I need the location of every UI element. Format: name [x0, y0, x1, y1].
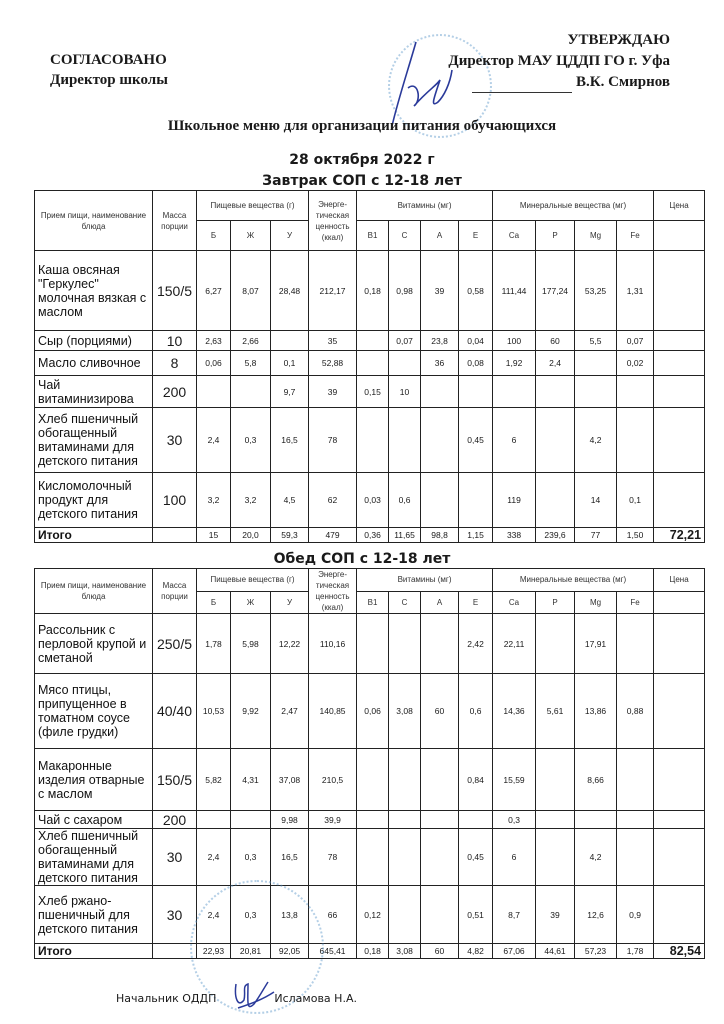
dish-name: Кисломолочный продукт для детского питания — [35, 473, 153, 528]
col-header-p: P — [536, 221, 575, 251]
cell-energy: 479 — [309, 528, 357, 543]
cell-mg — [575, 376, 617, 408]
footer-position: Начальник ОДДП — [116, 992, 217, 1005]
cell-price — [654, 886, 705, 944]
cell-c — [389, 886, 421, 944]
cell-b1 — [357, 408, 389, 473]
cell-a: 60 — [421, 674, 459, 749]
cell-b: 2,63 — [197, 331, 231, 351]
dish-name: Мясо птицы, припущенное в томатном соусе (филе грудки) — [35, 674, 153, 749]
cell-p — [536, 408, 575, 473]
cell-p — [536, 376, 575, 408]
cell-b: 0,06 — [197, 351, 231, 376]
cell-e: 0,45 — [459, 408, 493, 473]
cell-b1: 0,06 — [357, 674, 389, 749]
cell-b: 5,82 — [197, 749, 231, 811]
cell-fe: 0,07 — [617, 331, 654, 351]
cell-p — [536, 614, 575, 674]
cell-price: 72,21 — [654, 528, 705, 543]
cell-energy: 66 — [309, 886, 357, 944]
cell-b1 — [357, 749, 389, 811]
cell-fe — [617, 408, 654, 473]
cell-energy: 52,88 — [309, 351, 357, 376]
cell-mg: 53,25 — [575, 251, 617, 331]
cell-b1: 0,12 — [357, 886, 389, 944]
cell-c — [389, 408, 421, 473]
cell-e — [459, 473, 493, 528]
cell-fe — [617, 811, 654, 829]
cell-ca: 22,11 — [493, 614, 536, 674]
signature-head-icon — [228, 978, 278, 1018]
cell-a — [421, 811, 459, 829]
cell-e: 0,51 — [459, 886, 493, 944]
cell-zh — [231, 376, 271, 408]
col-header-minerals: Минеральные вещества (мг) — [493, 191, 654, 221]
cell-u: 13,8 — [271, 886, 309, 944]
cell-mass: 10 — [153, 331, 197, 351]
cell-b — [197, 376, 231, 408]
cell-mg — [575, 811, 617, 829]
cell-a — [421, 473, 459, 528]
cell-ca: 1,92 — [493, 351, 536, 376]
cell-mg: 13,86 — [575, 674, 617, 749]
breakfast-title: Завтрак СОП с 12-18 лет — [262, 173, 462, 189]
cell-mass: 150/5 — [153, 251, 197, 331]
breakfast-table — [34, 190, 705, 543]
cell-e — [459, 376, 493, 408]
cell-energy: 78 — [309, 408, 357, 473]
cell-u: 4,5 — [271, 473, 309, 528]
cell-b: 2,4 — [197, 829, 231, 886]
cell-u: 28,48 — [271, 251, 309, 331]
cell-c — [389, 614, 421, 674]
col-header-minerals: Минеральные вещества (мг) — [493, 569, 654, 592]
agreed-block — [50, 50, 168, 90]
cell-b1: 0,03 — [357, 473, 389, 528]
cell-a: 39 — [421, 251, 459, 331]
col-header-name: Прием пищи, наименование блюда — [35, 191, 153, 251]
cell-energy: 62 — [309, 473, 357, 528]
cell-b1: 0,15 — [357, 376, 389, 408]
cell-ca: 67,06 — [493, 944, 536, 959]
cell-mg: 14 — [575, 473, 617, 528]
cell-zh: 5,8 — [231, 351, 271, 376]
cell-price — [654, 749, 705, 811]
signature-line — [472, 92, 572, 93]
cell-mg: 5,5 — [575, 331, 617, 351]
cell-c: 11,65 — [389, 528, 421, 543]
cell-price — [654, 811, 705, 829]
cell-a — [421, 829, 459, 886]
cell-zh: 20,0 — [231, 528, 271, 543]
agreed-position: Директор школы — [50, 72, 168, 88]
cell-fe: 0,1 — [617, 473, 654, 528]
cell-b: 6,27 — [197, 251, 231, 331]
cell-mg — [575, 351, 617, 376]
cell-c: 3,08 — [389, 674, 421, 749]
cell-fe: 1,50 — [617, 528, 654, 543]
cell-mass: 100 — [153, 473, 197, 528]
cell-price — [654, 331, 705, 351]
approve-person: В.К. Смирнов — [575, 74, 670, 90]
cell-mass: 250/5 — [153, 614, 197, 674]
cell-mg: 12,6 — [575, 886, 617, 944]
col-header-ca: Ca — [493, 591, 536, 614]
cell-mass — [153, 528, 197, 543]
table-row — [35, 408, 705, 473]
cell-u: 2,47 — [271, 674, 309, 749]
cell-price — [654, 614, 705, 674]
cell-b: 10,53 — [197, 674, 231, 749]
cell-zh: 20,81 — [231, 944, 271, 959]
cell-price: 82,54 — [654, 944, 705, 959]
cell-e: 0,6 — [459, 674, 493, 749]
cell-price — [654, 829, 705, 886]
col-header-energy: Энерге-тическая ценность (ккал) — [309, 569, 357, 614]
cell-a — [421, 749, 459, 811]
cell-a — [421, 886, 459, 944]
cell-a: 36 — [421, 351, 459, 376]
col-header-c: C — [389, 591, 421, 614]
cell-ca: 8,7 — [493, 886, 536, 944]
cell-c — [389, 811, 421, 829]
cell-mg: 4,2 — [575, 829, 617, 886]
col-header-energy: Энерге-тическая ценность (ккал) — [309, 191, 357, 251]
cell-mg: 17,91 — [575, 614, 617, 674]
cell-a: 23,8 — [421, 331, 459, 351]
cell-b1 — [357, 614, 389, 674]
col-header-zh: Ж — [231, 591, 271, 614]
col-header-b1: B1 — [357, 591, 389, 614]
dish-name: Сыр (порциями) — [35, 331, 153, 351]
cell-mg: 4,2 — [575, 408, 617, 473]
dish-name: Чай с сахаром — [35, 811, 153, 829]
cell-c — [389, 829, 421, 886]
cell-b — [197, 811, 231, 829]
dish-name: Масло сливочное — [35, 351, 153, 376]
dish-name: Хлеб пшеничный обогащенный витаминами для детского питания — [35, 829, 153, 886]
cell-u: 9,7 — [271, 376, 309, 408]
cell-fe: 1,31 — [617, 251, 654, 331]
cell-energy: 140,85 — [309, 674, 357, 749]
lunch-title: Обед СОП с 12-18 лет — [273, 551, 451, 567]
cell-u: 16,5 — [271, 408, 309, 473]
cell-ca: 111,44 — [493, 251, 536, 331]
cell-zh: 3,2 — [231, 473, 271, 528]
cell-u: 9,98 — [271, 811, 309, 829]
cell-energy: 78 — [309, 829, 357, 886]
cell-p — [536, 473, 575, 528]
col-header-u: У — [271, 591, 309, 614]
cell-price — [654, 376, 705, 408]
cell-energy: 645,41 — [309, 944, 357, 959]
col-header-price: Цена — [654, 569, 705, 592]
cell-a — [421, 376, 459, 408]
cell-mg: 57,23 — [575, 944, 617, 959]
table-row — [35, 829, 705, 886]
cell-u: 12,22 — [271, 614, 309, 674]
total-row — [35, 528, 705, 543]
cell-b1 — [357, 829, 389, 886]
dish-name: Хлеб пшеничный обогащенный витаминами для детского питания — [35, 408, 153, 473]
col-header-price-blank — [654, 591, 705, 614]
cell-p: 44,61 — [536, 944, 575, 959]
cell-fe — [617, 614, 654, 674]
cell-zh — [231, 811, 271, 829]
cell-price — [654, 251, 705, 331]
cell-c: 0,07 — [389, 331, 421, 351]
cell-u: 16,5 — [271, 829, 309, 886]
cell-b: 2,4 — [197, 408, 231, 473]
cell-p: 177,24 — [536, 251, 575, 331]
table-row — [35, 811, 705, 829]
cell-mass: 30 — [153, 829, 197, 886]
cell-c — [389, 351, 421, 376]
col-header-mass: Масса порции — [153, 569, 197, 614]
col-header-e: E — [459, 591, 493, 614]
cell-mass: 150/5 — [153, 749, 197, 811]
cell-e: 4,82 — [459, 944, 493, 959]
cell-fe: 1,78 — [617, 944, 654, 959]
table-row — [35, 886, 705, 944]
cell-price — [654, 473, 705, 528]
cell-mg: 8,66 — [575, 749, 617, 811]
cell-u — [271, 331, 309, 351]
dish-name: Чай витаминизирова — [35, 376, 153, 408]
cell-e — [459, 811, 493, 829]
cell-p: 2,4 — [536, 351, 575, 376]
cell-a: 98,8 — [421, 528, 459, 543]
cell-price — [654, 351, 705, 376]
table-row — [35, 614, 705, 674]
total-label: Итого — [35, 528, 153, 543]
cell-energy: 39 — [309, 376, 357, 408]
col-header-vitamins: Витамины (мг) — [357, 569, 493, 592]
cell-zh: 2,66 — [231, 331, 271, 351]
cell-b1 — [357, 811, 389, 829]
cell-p — [536, 829, 575, 886]
cell-mass: 200 — [153, 376, 197, 408]
dish-name: Хлеб ржано-пшеничный для детского питания — [35, 886, 153, 944]
cell-ca: 14,36 — [493, 674, 536, 749]
cell-p: 239,6 — [536, 528, 575, 543]
col-header-b1: B1 — [357, 221, 389, 251]
col-header-price: Цена — [654, 191, 705, 221]
col-header-vitamins: Витамины (мг) — [357, 191, 493, 221]
col-header-a: A — [421, 591, 459, 614]
cell-fe: 0,88 — [617, 674, 654, 749]
cell-price — [654, 408, 705, 473]
table-row — [35, 473, 705, 528]
cell-b: 2,4 — [197, 886, 231, 944]
cell-mass: 30 — [153, 408, 197, 473]
cell-c: 10 — [389, 376, 421, 408]
cell-u: 0,1 — [271, 351, 309, 376]
cell-e: 0,04 — [459, 331, 493, 351]
cell-mass: 30 — [153, 886, 197, 944]
cell-u: 37,08 — [271, 749, 309, 811]
lunch-table — [34, 568, 705, 959]
table-row — [35, 674, 705, 749]
cell-ca: 15,59 — [493, 749, 536, 811]
cell-mass: 200 — [153, 811, 197, 829]
col-header-c: C — [389, 221, 421, 251]
cell-p: 39 — [536, 886, 575, 944]
col-header-a: A — [421, 221, 459, 251]
cell-p — [536, 749, 575, 811]
col-header-e: E — [459, 221, 493, 251]
dish-name: Макаронные изделия отварные с маслом — [35, 749, 153, 811]
cell-fe — [617, 829, 654, 886]
dish-name: Каша овсяная "Геркулес" молочная вязкая с маслом — [35, 251, 153, 331]
cell-e: 0,08 — [459, 351, 493, 376]
cell-fe — [617, 376, 654, 408]
col-header-zh: Ж — [231, 221, 271, 251]
col-header-fe: Fe — [617, 591, 654, 614]
cell-fe — [617, 749, 654, 811]
col-header-b: Б — [197, 221, 231, 251]
cell-mass: 8 — [153, 351, 197, 376]
cell-b1: 0,18 — [357, 944, 389, 959]
table-row — [35, 251, 705, 331]
cell-b1 — [357, 331, 389, 351]
cell-zh: 0,3 — [231, 886, 271, 944]
total-label: Итого — [35, 944, 153, 959]
col-header-ca: Ca — [493, 221, 536, 251]
col-header-mg: Mg — [575, 221, 617, 251]
cell-mass: 40/40 — [153, 674, 197, 749]
cell-price — [654, 674, 705, 749]
cell-b: 1,78 — [197, 614, 231, 674]
approve-position: Директор МАУ ЦДДП ГО г. Уфа — [448, 53, 670, 69]
agreed-label: СОГЛАСОВАНО — [50, 52, 167, 68]
cell-e: 1,15 — [459, 528, 493, 543]
cell-e: 2,42 — [459, 614, 493, 674]
cell-a: 60 — [421, 944, 459, 959]
cell-ca: 0,3 — [493, 811, 536, 829]
cell-a — [421, 614, 459, 674]
table-row — [35, 749, 705, 811]
cell-p — [536, 811, 575, 829]
cell-b: 22,93 — [197, 944, 231, 959]
col-header-fe: Fe — [617, 221, 654, 251]
cell-e: 0,84 — [459, 749, 493, 811]
approve-label: УТВЕРЖДАЮ — [567, 32, 670, 48]
cell-b1: 0,18 — [357, 251, 389, 331]
cell-c: 3,08 — [389, 944, 421, 959]
total-row — [35, 944, 705, 959]
cell-energy: 212,17 — [309, 251, 357, 331]
col-header-price-blank — [654, 221, 705, 251]
col-header-name: Прием пищи, наименование блюда — [35, 569, 153, 614]
cell-u: 59,3 — [271, 528, 309, 543]
cell-ca: 6 — [493, 408, 536, 473]
cell-fe: 0,9 — [617, 886, 654, 944]
col-header-nutrients: Пищевые вещества (г) — [197, 191, 309, 221]
cell-energy: 210,5 — [309, 749, 357, 811]
cell-p: 5,61 — [536, 674, 575, 749]
cell-zh: 4,31 — [231, 749, 271, 811]
cell-b1 — [357, 351, 389, 376]
cell-ca: 100 — [493, 331, 536, 351]
cell-ca: 338 — [493, 528, 536, 543]
cell-fe: 0,02 — [617, 351, 654, 376]
cell-b: 15 — [197, 528, 231, 543]
footer-person: Исламова Н.А. — [274, 992, 357, 1005]
cell-energy: 35 — [309, 331, 357, 351]
col-header-b: Б — [197, 591, 231, 614]
cell-b: 3,2 — [197, 473, 231, 528]
cell-c: 0,98 — [389, 251, 421, 331]
table-row — [35, 331, 705, 351]
col-header-mg: Mg — [575, 591, 617, 614]
approve-block — [360, 30, 670, 93]
cell-b1: 0,36 — [357, 528, 389, 543]
cell-ca: 119 — [493, 473, 536, 528]
cell-e: 0,58 — [459, 251, 493, 331]
cell-u: 92,05 — [271, 944, 309, 959]
cell-p: 60 — [536, 331, 575, 351]
col-header-mass: Масса порции — [153, 191, 197, 251]
col-header-p: P — [536, 591, 575, 614]
cell-zh: 0,3 — [231, 829, 271, 886]
document-title: Школьное меню для организации питания обучающихся — [167, 118, 557, 134]
cell-c — [389, 749, 421, 811]
table-row — [35, 376, 705, 408]
cell-zh: 0,3 — [231, 408, 271, 473]
col-header-u: У — [271, 221, 309, 251]
cell-energy: 110,16 — [309, 614, 357, 674]
cell-a — [421, 408, 459, 473]
dish-name: Рассольник с перловой крупой и сметаной — [35, 614, 153, 674]
cell-zh: 9,92 — [231, 674, 271, 749]
cell-e: 0,45 — [459, 829, 493, 886]
cell-zh: 5,98 — [231, 614, 271, 674]
col-header-nutrients: Пищевые вещества (г) — [197, 569, 309, 592]
cell-energy: 39,9 — [309, 811, 357, 829]
document-date: 28 октября 2022 г — [289, 152, 435, 168]
cell-mg: 77 — [575, 528, 617, 543]
cell-zh: 8,07 — [231, 251, 271, 331]
table-row — [35, 351, 705, 376]
cell-c: 0,6 — [389, 473, 421, 528]
cell-ca: 6 — [493, 829, 536, 886]
cell-ca — [493, 376, 536, 408]
